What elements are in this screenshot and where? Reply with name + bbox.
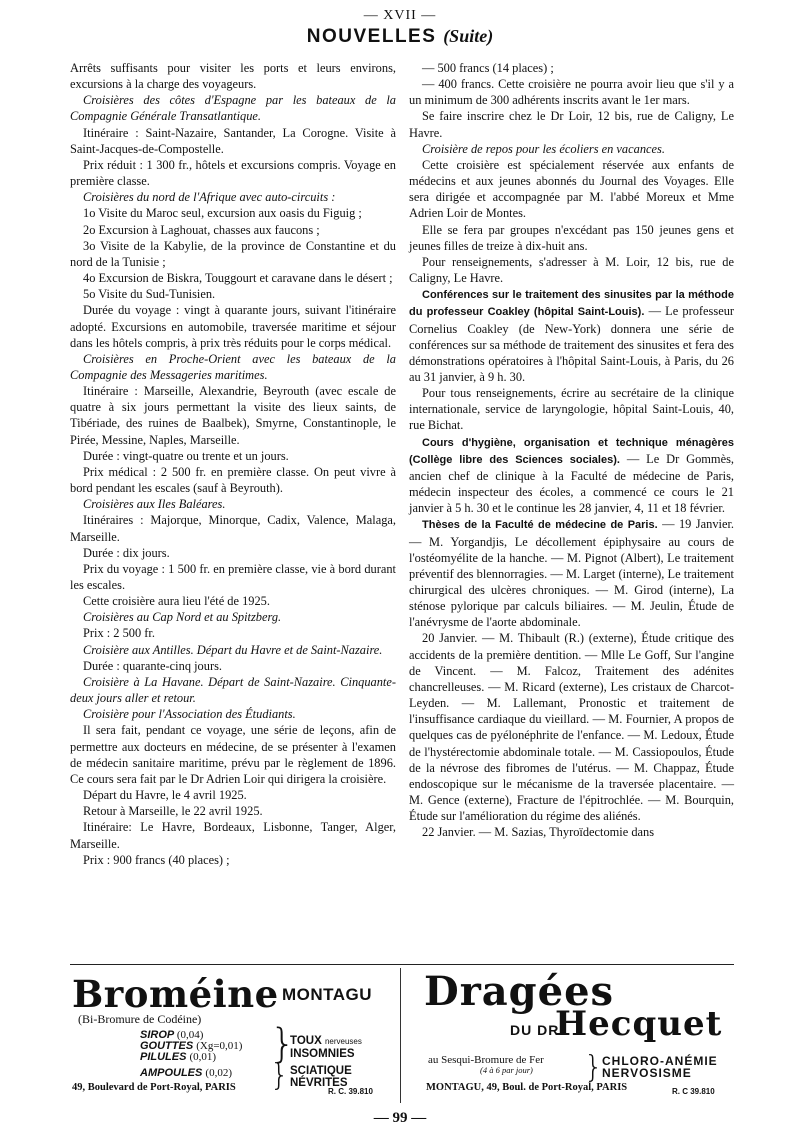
doctor-name: Hecquet <box>555 1004 723 1044</box>
advertiser-address: MONTAGU, 49, Boul. de Port-Royal, PARIS <box>426 1082 628 1093</box>
form-item: GOUTTES (Xg=0,01) <box>140 1040 243 1052</box>
paragraph: Itinéraire : Marseille, Alexandrie, Beyrouth (avec escale de quatre à six jours permettant la visite des lieux saints, de Tibériade, des ruines de Baalbek), Smyrne, Constantinople, le Pirée, Messine, Naples, Marseille. <box>70 384 396 447</box>
paragraph-body: — 19 Janvier. — M. Yorgandjis, Le décollement épiphysaire au cours de l'ostéomyélite de la hanche. — M. Pignot (Albert), Le traitement préventif des blennorragies. — M. Larget (interne), Le traitement chirurgical des ulcères chroniques. — M. Girod (interne), La sténose pylorique par calculs biliaires. — M. Jeulin, Étude de l'anévrysme de l'aorte abdominale. <box>409 517 734 630</box>
dosage: (4 à 6 par jour) <box>480 1065 533 1075</box>
product-forms <box>140 1030 242 1079</box>
maker-name: MONTAGU <box>282 985 373 1004</box>
section-heading: Croisières au Cap Nord et au Spitzberg. <box>83 610 282 625</box>
section-heading: Cours d'hygiène, organisation et technique ménagères (Collège libre des Sciences sociales). <box>409 436 734 466</box>
section-heading: Croisières aux Iles Baléares. <box>83 497 226 512</box>
list-item: 1o Visite du Maroc seul, excursion aux oasis du Figuig ; <box>83 206 362 221</box>
registration-number: R. C. 39.810 <box>328 1087 373 1096</box>
page-title <box>0 26 800 48</box>
paragraph: Se faire inscrire chez le Dr Loir, 12 bis, rue de Caligny, Le Havre. <box>409 109 734 140</box>
section-heading: Croisière pour l'Association des Étudiants. <box>83 707 296 722</box>
bromeine-advertisement <box>70 972 390 1100</box>
form-item: SIROP (0,04) <box>140 1029 204 1041</box>
left-column <box>70 60 396 868</box>
paragraph: — 500 francs (14 places) ; <box>422 61 554 75</box>
product-subtitle: (Bi-Bromure de Codéine) <box>78 1012 202 1026</box>
paragraph: — 400 francs. Cette croisière ne pourra avoir lieu que s'il y a un minimum de 300 adhérents inscrits avant le 1er mars. <box>409 77 734 108</box>
paragraph: Prix : 2 500 fr. <box>83 626 155 641</box>
advertiser-address: 49, Boulevard de Port-Royal, PARIS <box>72 1082 236 1093</box>
brand-name: Broméine <box>72 972 279 1016</box>
section-heading: Conférences sur le traitement des sinusites par la méthode du professeur Coakley (hôpital Saint-Louis). <box>409 289 734 319</box>
paragraph <box>409 286 734 385</box>
section-heading: Croisières du nord de l'Afrique avec auto-circuits : <box>83 190 336 205</box>
paragraph: Prix : 900 francs (40 places) ; <box>83 852 230 867</box>
paragraph <box>409 434 734 517</box>
section-heading: Croisière de repos pour les écoliers en vacances. <box>422 141 665 156</box>
form-item: PILULES (0,01) <box>140 1051 217 1063</box>
paragraph: 20 Janvier. — M. Thibault (R.) (externe), Étude critique des accidents de la première dentition. — Mlle Le Goff, Sur l'angine de Vincent. — M. Falcoz, Traitement des adénites chancrelleuses. — M. Ricard (externe), Les cristaux de Charcot-Leyden. — M. Lallemant, Pronostic et traitement de l'insuffisance cardiaque du vieillard. — M. Fournier, A propos de quelques cas de pyélonéphrite de l'enfance. — M. Ledoux, Étude de l'hystérectomie abdominale totale. — M. Cassiopoulos, Étude de la névrose des fibromes de l'utérus. — M. Chappaz, Étude endoscopique sur le mécanisme de la traversée placentaire. — M. Gence (externe), Fracture de l'épitrochlée. — M. Bourquin, Étude sur l'amélioration du régime des aliénés. <box>409 631 734 824</box>
paragraph: Itinéraire : Saint-Nazaire, Santander, La Corogne. Visite à Saint-Jacques-de-Compostelle. <box>70 125 396 156</box>
paragraph: Prix du voyage : 1 500 fr. en première classe, vie à bord durant les escales. <box>70 561 396 592</box>
section-heading: Croisière à La Havane. Départ de Saint-Nazaire. Cinquante-deux jours aller et retour. <box>70 674 396 706</box>
paragraph: Durée : vingt-quatre ou trente et un jours. <box>83 448 289 463</box>
paragraph: Il sera fait, pendant ce voyage, une série de leçons, afin de permettre aux docteurs en médecine, de se présenter à l'examen de médecin sanitaire maritime, prévu par le règlement de 1896. Ce cours sera fait par le Dr Adrien Loir qui dirigera la croisière. <box>70 723 396 786</box>
form-item: AMPOULES (0,02) <box>140 1067 232 1079</box>
paragraph: Pour renseignements, s'adresser à M. Loir, 12 bis, rue de Caligny, Le Havre. <box>409 254 734 286</box>
hecquet-advertisement <box>410 968 734 1100</box>
list-item: 3o Visite de la Kabylie, de la province de Constantine et du nord de la Tunisie ; <box>70 238 396 269</box>
registration-number: R. C 39.810 <box>672 1087 715 1096</box>
brace-icon: } <box>270 1058 290 1093</box>
brace-icon: } <box>270 1021 296 1067</box>
paragraph: Retour à Marseille, le 22 avril 1925. <box>83 804 263 819</box>
title-text: NOUVELLES <box>306 26 437 47</box>
indication-sciatica: SCIATIQUE NÉVRITES <box>290 1065 352 1089</box>
title-suffix: (Suite) <box>443 26 494 46</box>
paragraph: Itinéraire: Le Havre, Bordeaux, Lisbonne, Tanger, Alger, Marseille. <box>70 820 396 851</box>
advertisement-divider <box>400 968 401 1103</box>
paragraph <box>409 516 734 630</box>
paragraph: Départ du Havre, le 4 avril 1925. <box>83 788 247 803</box>
section-heading: Croisières des côtes d'Espagne par les bateaux de la Compagnie Générale Transatlantique. <box>70 93 396 124</box>
composition: au Sesqui-Bromure de Fer <box>428 1054 544 1066</box>
paragraph: Durée : quarante-cinq jours. <box>83 658 222 673</box>
right-column <box>409 60 734 841</box>
paragraph: Prix réduit : 1 300 fr., hôtels et excursions compris. Voyage en première classe. <box>70 157 396 189</box>
list-item: 5o Visite du Sud-Tunisien. <box>83 287 216 302</box>
advertisement-rule <box>70 964 734 965</box>
paragraph: 22 Janvier. — M. Sazias, Thyroïdectomie dans <box>422 825 655 840</box>
section-heading: Thèses de la Faculté de médecine de Paris. <box>422 519 658 532</box>
list-item: 2o Excursion à Laghouat, chasses aux faucons ; <box>83 222 320 237</box>
indication-cough: TOUX nerveuses INSOMNIES <box>290 1035 362 1060</box>
page-roman-numeral: — XVII — <box>363 8 437 23</box>
brace-icon: } <box>584 1050 604 1085</box>
du-dr-label: DU DR. <box>510 1022 565 1038</box>
paragraph: Cette croisière est spécialement réservée aux enfants de médecins et aux jeunes abonnés du Journal des Voyages. Elle sera dirigée et accompagnée par M. l'abbé Moreux et Mme Adrien Loir de Montes. <box>409 157 734 221</box>
brand-name: Dragées <box>424 968 615 1015</box>
paragraph-body: — Le Dr Gommès, ancien chef de clinique à la Faculté de médecine de Paris, médecin inspecteur des écoles, a commencé ce cours le 21 janvier à 5 h. 30 et le continue les 28 janvier, 4, 11 et 18 février. <box>409 451 734 516</box>
paragraph: Prix médical : 2 500 fr. en première classe. On peut vivre à bord pendant les escales (sauf à Beyrouth). <box>70 464 396 496</box>
paragraph: Pour tous renseignements, écrire au secrétaire de la clinique internationale, service de laryngologie, hôpital Saint-Louis, 40, rue Bichat. <box>409 386 734 433</box>
paragraph: Durée : dix jours. <box>83 545 170 560</box>
page-number: — 99 — <box>373 1110 427 1126</box>
paragraph: Elle se fera par groupes n'excédant pas 150 jeunes gens et jeunes filles de treize à dix-huit ans. <box>409 222 734 253</box>
list-item: 4o Excursion de Biskra, Touggourt et caravane dans le désert ; <box>83 271 393 286</box>
paragraph: Cette croisière aura lieu l'été de 1925. <box>83 594 270 609</box>
section-heading: Croisière aux Antilles. Départ du Havre et de Saint-Nazaire. <box>83 642 383 657</box>
paragraph: Itinéraires : Majorque, Minorque, Cadix, Valence, Malaga, Marseille. <box>70 513 396 544</box>
paragraph: Durée du voyage : vingt à quarante jours, suivant l'itinéraire adopté. Excursions en automobile, traversée maritime et séjour dans les hôtels compris, à prix très réduits pour le corps médical. <box>70 303 396 350</box>
paragraph-body: — Le professeur Cornelius Coakley (de New-York) donnera une série de conférences sur sa méthode de traitement des sinusites et fera des démonstrations opératoires à l'hôpital Saint-Louis, à Paris, du 26 au 31 janvier, à 9 h. 30. <box>409 304 735 384</box>
indication: CHLORO-ANÉMIE NERVOSISME <box>602 1054 718 1080</box>
section-heading: Croisières en Proche-Orient avec les bateaux de la Compagnie des Messageries maritimes. <box>70 351 396 382</box>
paragraph: Arrêts suffisants pour visiter les ports et leurs environs, excursions à la charge des voyageurs. <box>70 61 396 92</box>
